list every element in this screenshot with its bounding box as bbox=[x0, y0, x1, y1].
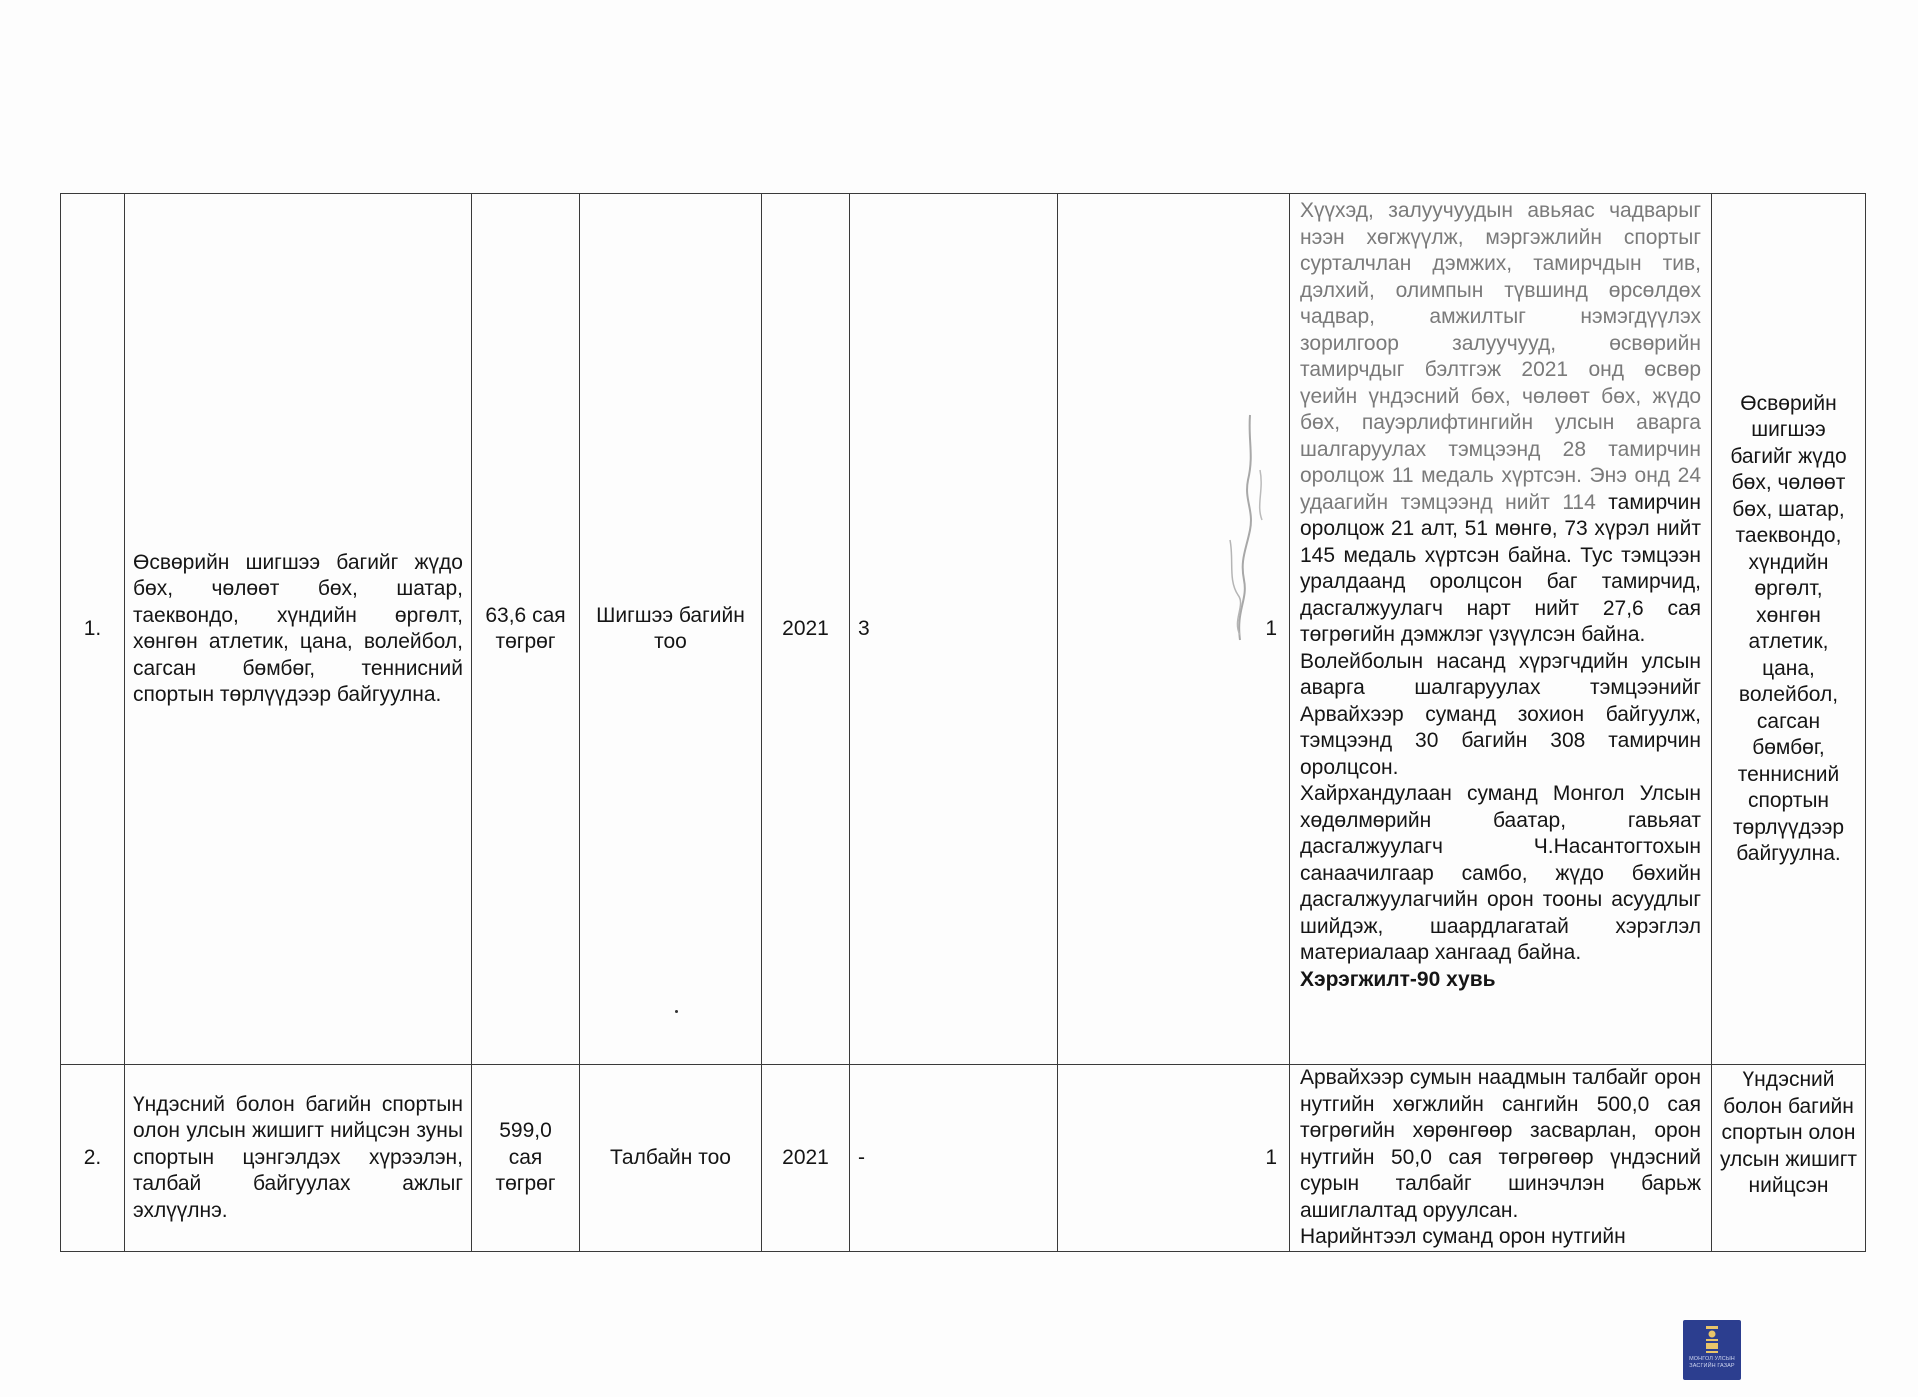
result-intro: Хүүхэд, залуучуудын авьяас чадварыг нээн хөгжүүлж, мэргэжлийн спортыг сурталчлан дэмжих, тамирчдын тив, дэлхий, олимпын түвшинд өрсөлдөх чадвар, амжилтыг нэмэгдүүлэх зорилгоор залуучууд, өсвөрийн тамирчдыг бэлтгэж 2021 онд өсвөр үеийн үндэсний бөх, чөлөөт бөх, жүдо бөх, пауэрлифтингийн улсын аварга шалгаруулах тэмцээнд 28 тамирчин оролцож 11 медаль хүртсэн. Энэ онд 24 удаагийн тэмцээнд нийт 114 bbox=[1300, 199, 1701, 514]
indicator-text: Талбайн тоо bbox=[580, 1065, 762, 1252]
soyombo-icon bbox=[1704, 1324, 1720, 1354]
budget-value: 599,0 сая төгрөг bbox=[472, 1065, 580, 1252]
implementation-status: Хэрэгжилт-90 хувь bbox=[1300, 967, 1496, 991]
ink-dot bbox=[675, 1010, 678, 1013]
signature-mark bbox=[1210, 410, 1280, 660]
result-paragraph-1: Арвайхээр сумын наадмын талбайг орон нутгийн хөгжлийн сангийн 500,0 сая төгрөгийн хөрөнгөөр засварлан, орон нутгийн 50,0 сая төгрөгөөр үндэсний сурын талбайг шинэчлэн барьж ашиглалтад оруулсан. bbox=[1300, 1066, 1701, 1222]
result-paragraph-3: Хайрхандулаан суманд Монгол Улсын хөдөлмөрийн баатар, гавьяат дасгалжуулагч Ч.Насантогтохын санаачилгаар самбо, жүдо бөхийн дасгалжуулагчийн орон тооны асуудлыг шийдэж, шаардлагатай хэрэглэл материалаар хангаад байна. bbox=[1300, 782, 1701, 964]
measure-text: Өсвөрийн шигшээ багийг жүдо бөх, чөлөөт бөх, шатар, таеквондо, хүндийн өргөлт, хөнгөн атлетик, цана, волейбол, сагсан бөмбөг, теннисний спортын төрлүүдээр байгуулна. bbox=[125, 194, 472, 1065]
table-row-2 bbox=[61, 1065, 1866, 1252]
row-number: 2. bbox=[61, 1065, 125, 1252]
government-logo bbox=[1683, 1320, 1741, 1380]
target-value: 1 bbox=[1058, 1065, 1290, 1252]
year-value: 2021 bbox=[762, 1065, 850, 1252]
row-number: 1. bbox=[61, 194, 125, 1065]
evaluation-text: Үндэсний болон багийн спортын олон улсын жишигт нийцсэн bbox=[1712, 1065, 1866, 1252]
result-text bbox=[1290, 1065, 1712, 1252]
year-value: 2021 bbox=[762, 194, 850, 1065]
result-text bbox=[1290, 194, 1712, 1065]
result-main: тамирчин оролцож 21 алт, 51 мөнгө, 73 хүрэл нийт 145 медаль хүртсэн байна. Тус тэмцээн уралдаанд оролцсон баг тамирчид, дасгалжуулагч нарт нийт 27,6 сая төгрөгийн дэмжлэг үзүүлсэн байна. bbox=[1300, 490, 1701, 646]
result-paragraph-2: Волейболын насанд хүрэгчдийн улсын аварга шалгаруулах тэмцээнийг Арвайхээр суманд зохион байгуулж, тэмцээнд 30 багийн 308 тамирчин оролцсон. bbox=[1300, 649, 1701, 779]
evaluation-text: Өсвөрийн шигшээ багийг жүдо бөх, чөлөөт бөх, шатар, таеквондо, хүндийн өргөлт, хөнгөн атлетик, цана, волейбол, сагсан бөмбөг, теннисний спортын төрлүүдээр байгуулна. bbox=[1712, 194, 1866, 1065]
table-row-1 bbox=[61, 194, 1866, 1065]
indicator-text: Шигшээ багийн тоо bbox=[580, 194, 762, 1065]
measures-table bbox=[60, 193, 1866, 1252]
logo-text: МОНГОЛ УЛСЫН ЗАСГИЙН ГАЗАР bbox=[1689, 1356, 1735, 1369]
baseline-value: 3 bbox=[850, 194, 1058, 1065]
result-paragraph-2: Нарийнтээл суманд орон нутгийн bbox=[1300, 1225, 1626, 1248]
budget-value: 63,6 сая төгрөг bbox=[472, 194, 580, 1065]
target-value: 1 bbox=[1058, 194, 1290, 1065]
baseline-value: - bbox=[850, 1065, 1058, 1252]
measure-text: Үндэсний болон багийн спортын олон улсын жишигт нийцсэн зуны спортын цэнгэлдэх хүрээлэн, талбай байгуулах ажлыг эхлүүлнэ. bbox=[125, 1065, 472, 1252]
